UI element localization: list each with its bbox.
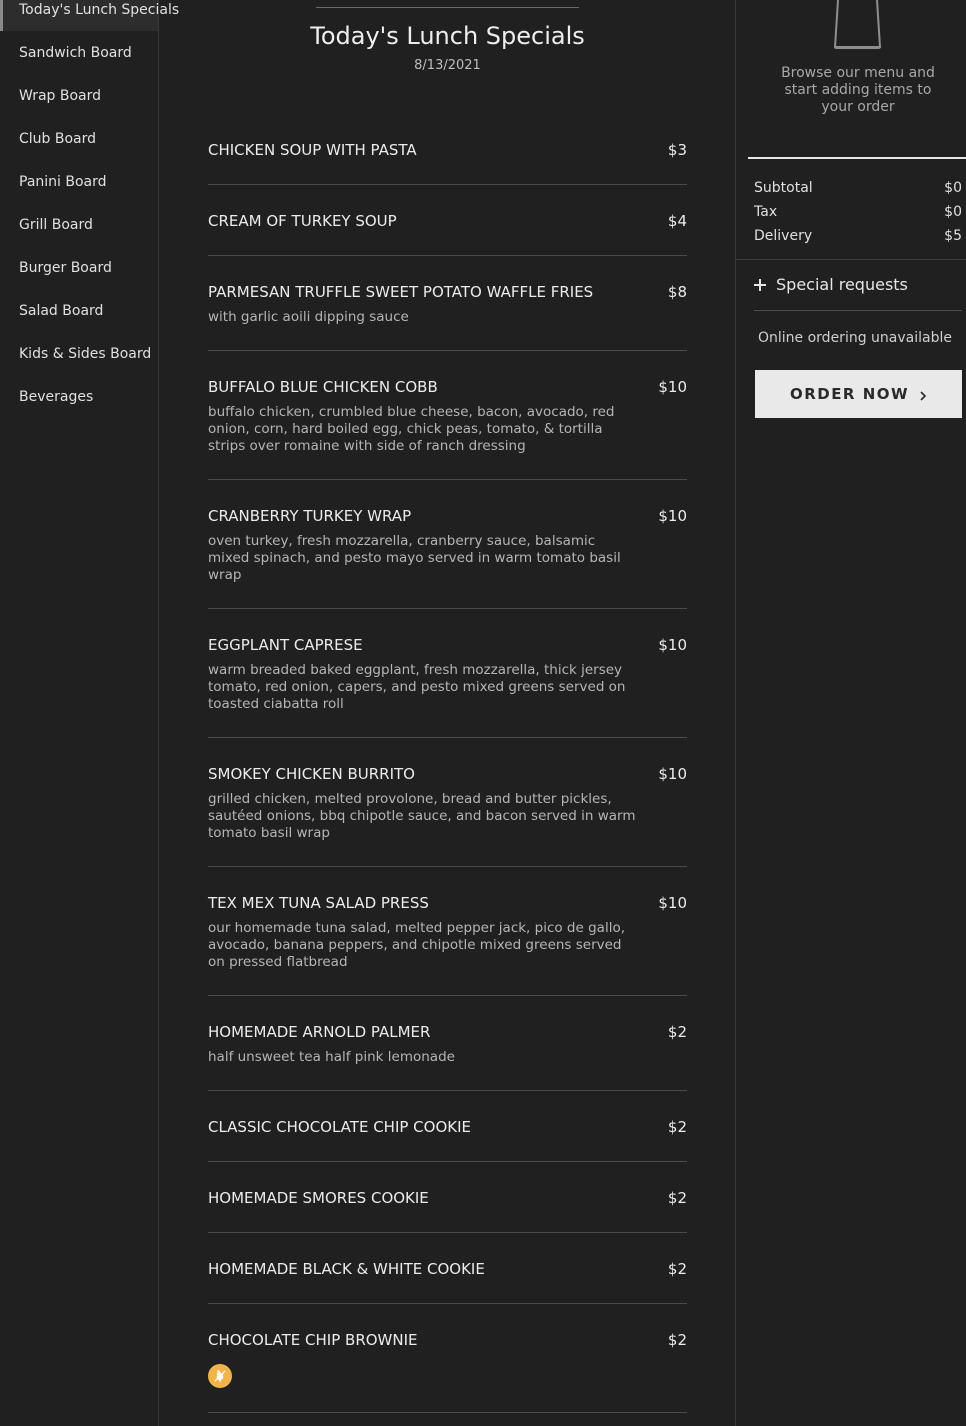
tax-value: $0	[944, 204, 962, 220]
tax-row	[754, 200, 962, 224]
category-sidebar	[0, 0, 180, 1426]
delivery-row	[754, 224, 962, 248]
subtotal-label: Subtotal	[754, 180, 813, 196]
menu-item-name: CHOCOLATE CHIP BROWNIE	[208, 1331, 418, 1349]
menu-item[interactable]	[208, 1233, 687, 1304]
menu-item[interactable]	[208, 114, 687, 185]
subtotal-value: $0	[944, 180, 962, 196]
menu-item[interactable]	[208, 480, 687, 609]
menu-item-name: CLASSIC CHOCOLATE CHIP COOKIE	[208, 1118, 472, 1136]
menu-item-price: $3	[667, 141, 687, 159]
shopping-bag-icon	[831, 0, 885, 50]
menu-item[interactable]	[208, 256, 687, 351]
menu-item-price: $2	[667, 1331, 687, 1349]
menu-item-description: warm breaded baked eggplant, fresh mozzarella, thick jersey tomato, red onion, capers, and pesto mixed greens served on toasted ciabatta roll	[208, 662, 626, 712]
sidebar-item-panini-board[interactable]: Panini Board	[19, 174, 107, 190]
wheat-icon	[208, 1364, 232, 1388]
menu-item-description: oven turkey, fresh mozzarella, cranberry sauce, balsamic mixed spinach, and pesto mayo served in warm tomato basil wrap	[208, 533, 621, 583]
order-now-button[interactable]	[755, 370, 962, 418]
sidebar-item-kids-sides-board[interactable]: Kids & Sides Board	[19, 346, 152, 362]
menu-item[interactable]	[208, 609, 687, 738]
menu-item-name: HOMEMADE BLACK & WHITE COOKIE	[208, 1260, 485, 1278]
tax-label: Tax	[754, 204, 778, 220]
menu-item-description: half unsweet tea half pink lemonade	[208, 1049, 455, 1065]
menu-item[interactable]	[208, 867, 687, 996]
cart-separator	[736, 259, 966, 260]
menu-item[interactable]	[208, 996, 687, 1091]
sidebar-item-sandwich-board[interactable]: Sandwich Board	[19, 45, 132, 61]
menu-item-name: CHICKEN SOUP WITH PASTA	[208, 141, 417, 159]
ordering-status: Online ordering unavailable	[758, 330, 952, 346]
order-totals	[754, 176, 962, 248]
sidebar-item-beverages[interactable]: Beverages	[19, 389, 94, 405]
menu-item-description: grilled chicken, melted provolone, bread and butter pickles, sautéed onions, bbq chipotle sauce, and bacon served in warm tomato basil wrap	[208, 791, 636, 841]
menu-item-name: BUFFALO BLUE CHICKEN COBB	[208, 378, 438, 396]
menu-item-name: CREAM OF TURKEY SOUP	[208, 212, 397, 230]
special-requests-button[interactable]	[754, 269, 962, 311]
menu-item[interactable]	[208, 351, 687, 480]
sidebar-item-wrap-board[interactable]: Wrap Board	[19, 88, 102, 104]
menu-item-description: our homemade tuna salad, melted pepper jack, pico de gallo, avocado, banana peppers, and chipotle mixed greens served on pressed flatbread	[208, 920, 625, 970]
delivery-value: $5	[944, 228, 962, 244]
menu-item-description: buffalo chicken, crumbled blue cheese, bacon, avocado, red onion, corn, hard boiled egg, chick peas, tomato, & tortilla strips over romaine with side of ranch dressing	[208, 404, 615, 454]
subtotal-row	[754, 176, 962, 200]
sidebar-item-burger-board[interactable]: Burger Board	[19, 260, 112, 276]
menu-list	[208, 114, 687, 1413]
menu-item-name: HOMEMADE ARNOLD PALMER	[208, 1023, 431, 1041]
cart-panel	[735, 0, 965, 1426]
sidebar-item-salad-board[interactable]: Salad Board	[19, 303, 104, 319]
chevron-right-icon	[919, 389, 927, 399]
menu-item[interactable]	[208, 738, 687, 867]
menu-item[interactable]	[208, 1304, 687, 1413]
menu-item-price: $10	[658, 378, 687, 396]
menu-item-price: $10	[658, 894, 687, 912]
menu-item-price: $4	[667, 212, 687, 230]
page-title: Today's Lunch Specials	[310, 22, 585, 50]
delivery-label: Delivery	[754, 228, 813, 244]
menu-item[interactable]	[208, 1091, 687, 1162]
special-requests-label: Special requests	[776, 274, 908, 294]
menu-item-price: $10	[658, 507, 687, 525]
menu-section	[160, 0, 735, 1426]
sidebar-item-club-board[interactable]: Club Board	[19, 131, 97, 147]
menu-item-price: $2	[667, 1260, 687, 1278]
sidebar-item-todays-lunch-specials[interactable]: Today's Lunch Specials	[0, 0, 158, 31]
sidebar-item-grill-board[interactable]: Grill Board	[19, 217, 93, 233]
cart-divider	[748, 157, 966, 159]
menu-item-description: with garlic aoili dipping sauce	[208, 309, 409, 325]
menu-date: 8/13/2021	[414, 58, 481, 73]
menu-item-price: $10	[658, 765, 687, 783]
menu-item-price: $2	[667, 1023, 687, 1041]
menu-item-price: $10	[658, 636, 687, 654]
menu-item-price: $2	[667, 1118, 687, 1136]
menu-item-price: $2	[667, 1189, 687, 1207]
menu-item-name: HOMEMADE SMORES COOKIE	[208, 1189, 429, 1207]
plus-icon	[754, 279, 766, 291]
menu-item-name: SMOKEY CHICKEN BURRITO	[208, 765, 415, 783]
order-now-label: ORDER NOW	[789, 385, 910, 403]
menu-item-price: $8	[667, 283, 687, 301]
menu-item[interactable]	[208, 1162, 687, 1233]
menu-item-name: CRANBERRY TURKEY WRAP	[208, 507, 412, 525]
menu-item-name: EGGPLANT CAPRESE	[208, 636, 363, 654]
title-divider	[316, 7, 579, 8]
menu-item-name: PARMESAN TRUFFLE SWEET POTATO WAFFLE FRIES	[208, 283, 594, 301]
cart-empty-message: Browse our menu and start adding items to your order	[781, 65, 935, 115]
menu-item[interactable]	[208, 185, 687, 256]
menu-item-name: TEX MEX TUNA SALAD PRESS	[208, 894, 429, 912]
